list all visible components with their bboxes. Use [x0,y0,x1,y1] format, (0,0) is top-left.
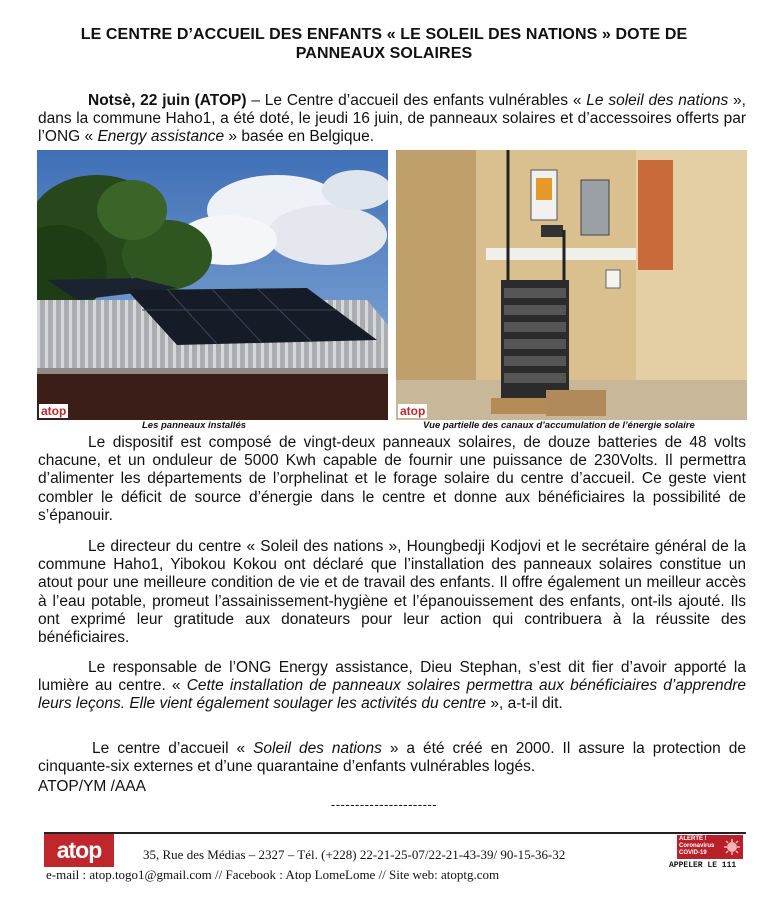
footer-divider [44,832,746,834]
covid-alert-banner [677,835,743,859]
lead-italic-2: Energy assistance [97,128,225,146]
body-paragraph-3-text: Le responsable de l’ONG Energy assistance, Dieu Stephan, s’est dit fier d’avoir apporté la lumière au centre. « [38,659,746,695]
alert-line-1: ALERTE ! [679,836,707,842]
quote: Cette installation de panneaux solaires permettra aux bénéficiaires d’apprendre leurs leçons. Elle vient également soulager les activités du centre [38,677,746,713]
article-title-line-1: LE CENTRE D’ACCUEIL DES ENFANTS « LE SOLEIL DES NATIONS » DOTE DE [80,26,688,43]
photo-battery-room [396,150,747,420]
lead-text-2: », dans la commune Haho1, a été doté, le jeudi 16 juin, de panneaux solaires et d’accessoires offerts par l’ONG « [38,92,746,146]
body-paragraph-2-text: Le directeur du centre « Soleil des nations », Houngbedji Kodjovi et le secrétaire général de la commune Haho1, Yibokou Kokou ont déclaré que l’installation des panneaux solaires constitue un atout pour une meilleure condition de vie et de travail des enfants. Il offre également un meilleur accès à l’eau potable, promeut l’assainissement-hygiène et l’épanouissement des enfants, ont-ils ajouté. Ils ont exprimé leur gratitude aux donateurs pour leur action qui contribuera à la réussite des bénéficiaires. [38,538,746,647]
body-paragraph-4-end: » a été créé en 2000. Il assure la protection de cinquante-six externes et d’une quarantaine d’enfants vulnérables logés. [38,740,746,776]
body-paragraph-4 [38,740,746,776]
article-title-line-2: PANNEAUX SOLAIRES [295,45,473,62]
lead-paragraph [38,92,746,147]
signature: ATOP/YM /AAA [38,778,146,795]
body-paragraph-1 [38,434,746,525]
lead-text-1: – Le Centre d’accueil des enfants vulnérables « [246,92,587,109]
virus-icon [723,838,741,856]
article-title [30,25,738,63]
body-paragraph-4-italic: Soleil des nations [253,740,382,757]
footer-contact: e-mail : atop.togo1@gmail.com // Facebook : Atop LomeLome // Site web: atoptg.com [46,867,500,882]
photo-watermark: atop [41,404,67,418]
appeler-hotline: APPELER LE 111 [669,861,737,870]
lead-text-3: » basée en Belgique. [224,128,375,146]
body-paragraph-3-end: », a-t-il dit. [486,695,563,713]
body-paragraph-4-text: Le centre d’accueil « [92,740,254,757]
footer-logo: atop [44,834,114,867]
body-paragraph-1-text: Le dispositif est composé de vingt-deux panneaux solaires, de douze batteries de 48 volts chacune, et un onduleur de 5000 Kwh capable de fournir une puissance de 230Volts. Il permettra d’alimenter les départements de l’orphelinat et le forage solaire du centre d’accueil. Ce geste vient combler le déficit de source d’énergie dans le centre et donne aux bénéficiaires la possibilité de s’épanouir. [38,434,746,524]
body-paragraph-2 [38,538,746,647]
photo-watermark: atop [400,404,426,418]
alert-line-3: COVID-19 [679,850,707,856]
alert-line-2: Coronavirus [679,843,715,849]
photo-caption: Vue partielle des canaux d’accumulation de l’énergie solaire [423,420,695,431]
photo-solar-panels [37,150,388,420]
body-paragraph-3 [38,659,746,714]
footer-address: 35, Rue des Médias – 2327 – Tél. (+228) 22-21-25-07/22-21-43-39/ 90-15-36-32 [143,847,566,862]
separator: ---------------------- [330,797,438,812]
photo-caption: Les panneaux installés [142,420,247,431]
dateline: Notsè, 22 juin (ATOP) [88,92,247,109]
lead-italic-1: Le soleil des nations [586,92,729,109]
